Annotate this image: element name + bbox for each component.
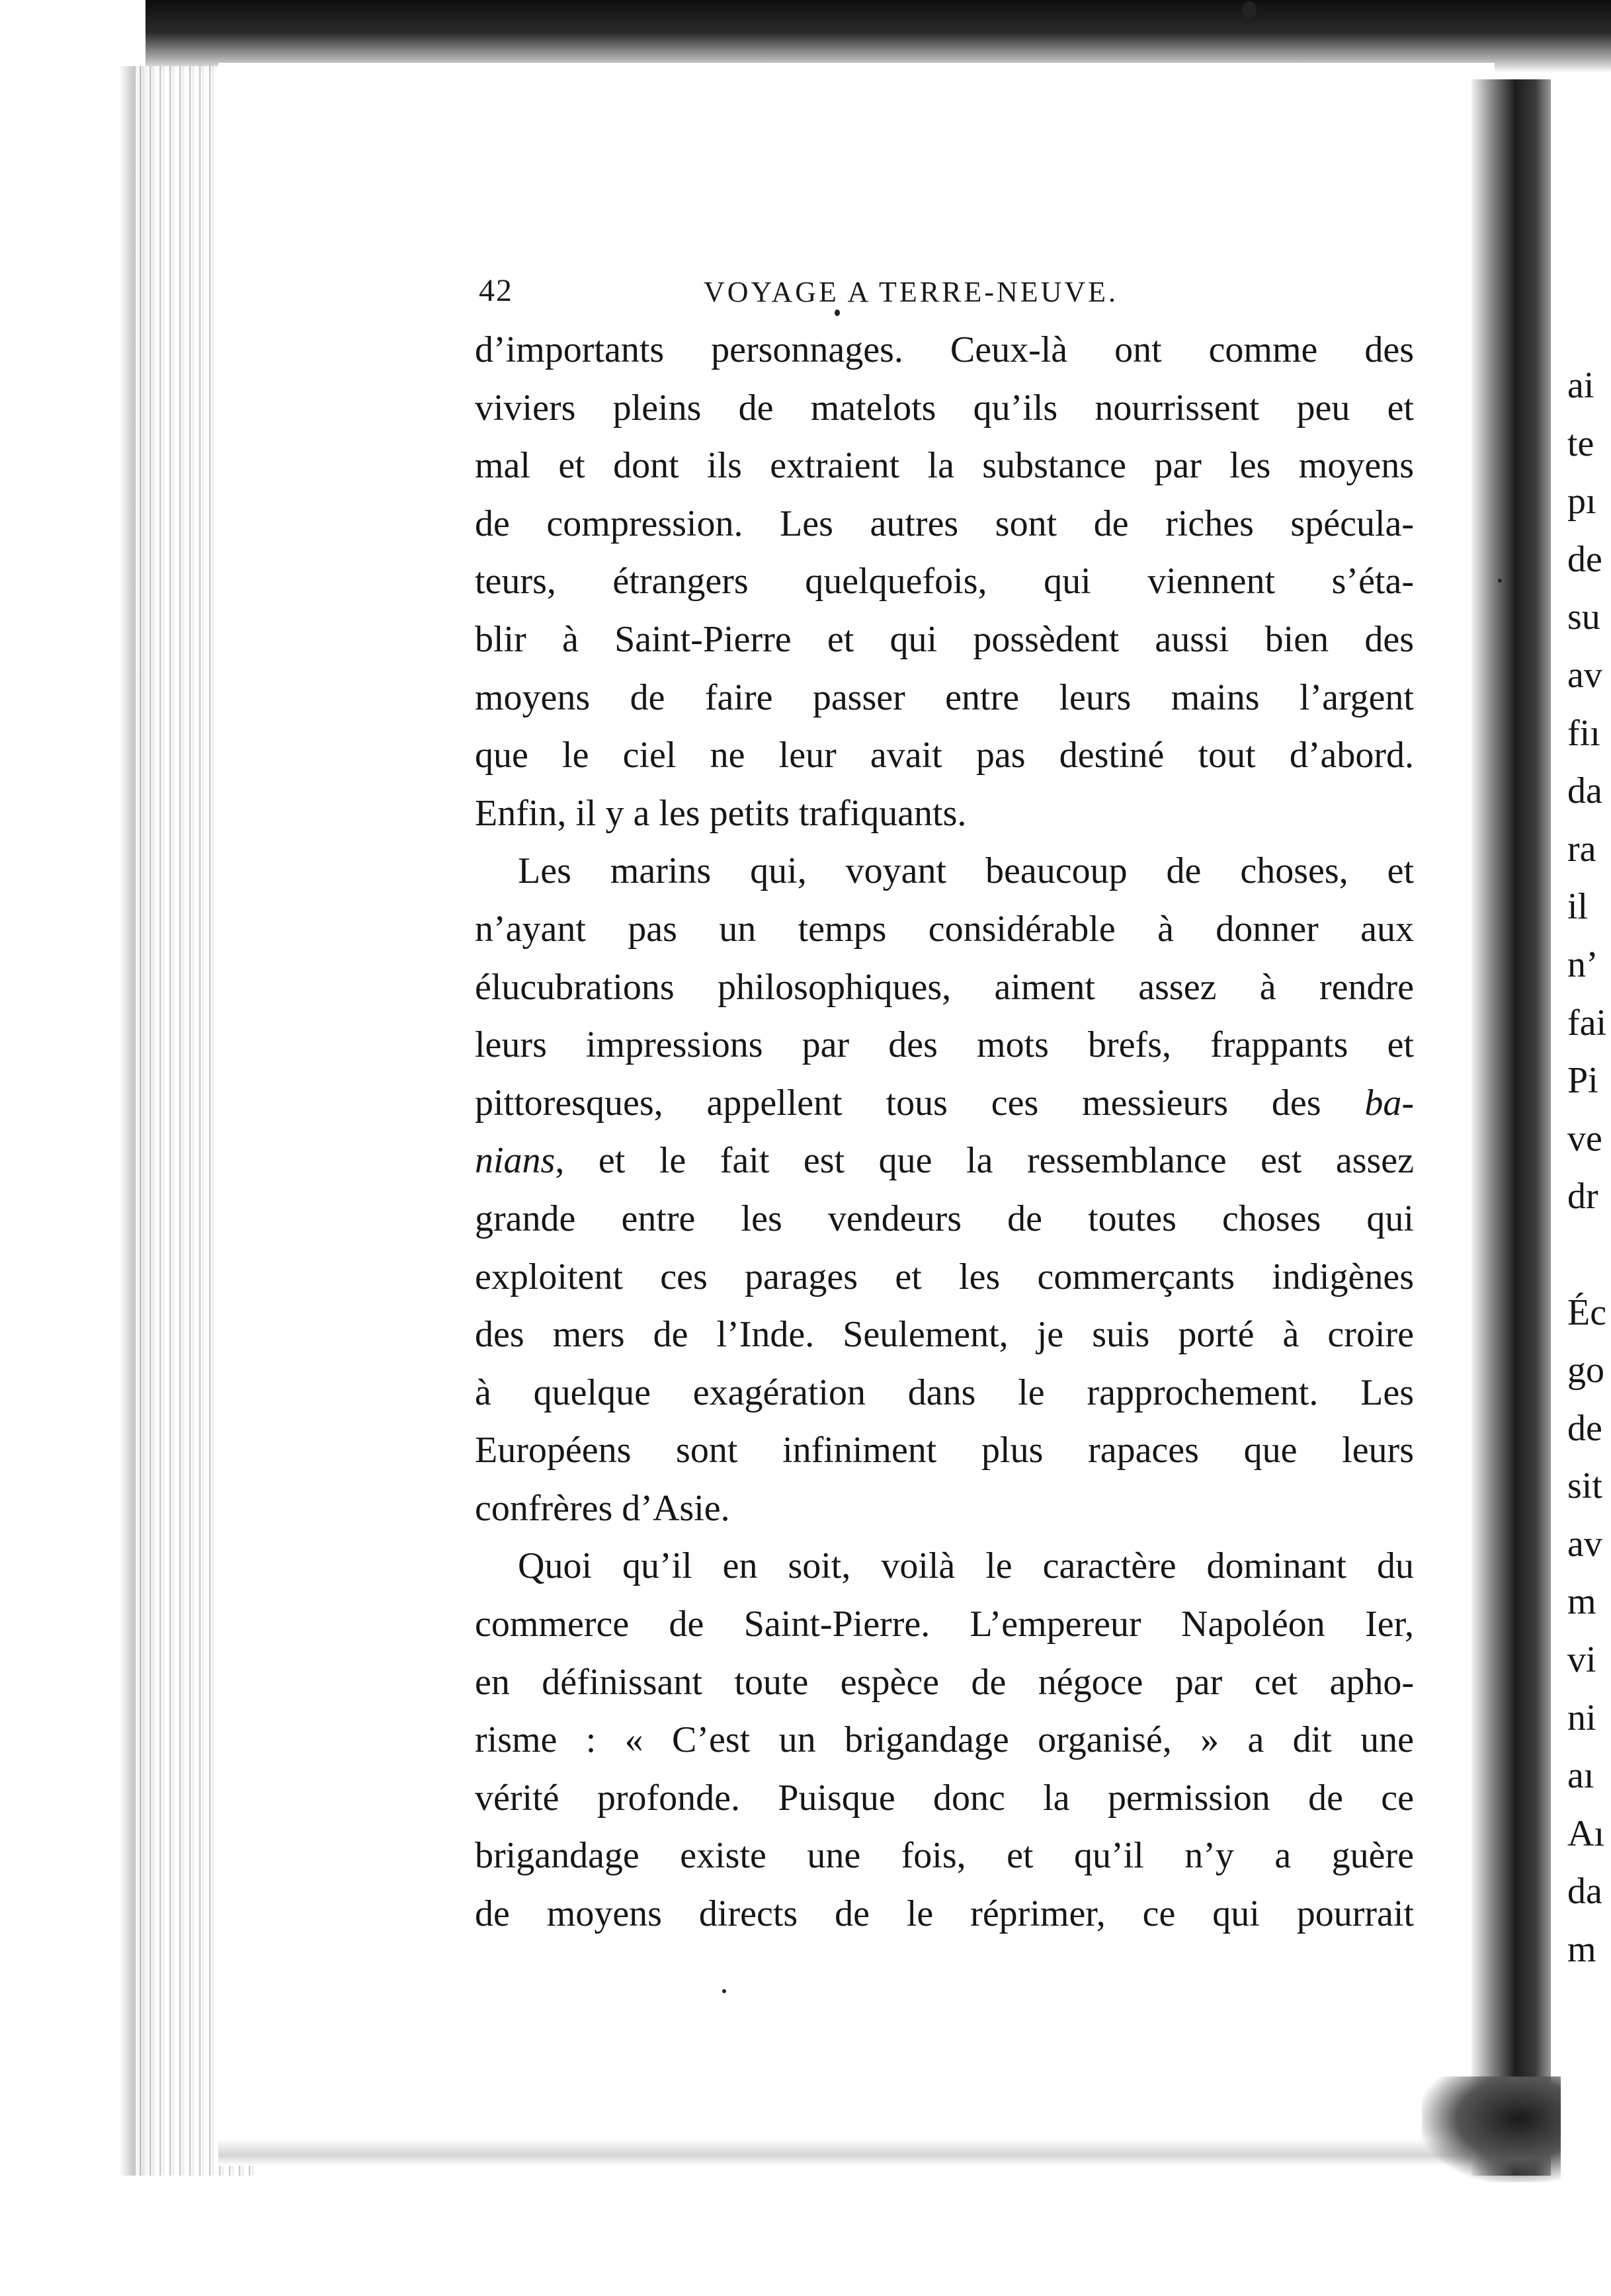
page-number: 42 [479, 273, 513, 308]
facing-page-line: su [1567, 596, 1600, 638]
text-line: teurs, étrangers quelquefois, qui viennent s’éta- [475, 561, 1414, 602]
text-run: pittoresques, appellent tous ces messieurs des [475, 1082, 1365, 1124]
facing-page-line: sit [1567, 1465, 1602, 1507]
facing-page-line: av [1567, 654, 1602, 696]
text-line: grande entre les vendeurs de toutes choses qui [475, 1198, 1414, 1239]
facing-page-line: de [1567, 1407, 1602, 1449]
text-line: vérité profonde. Puisque donc la permission de ce [475, 1777, 1414, 1819]
text-line: élucubrations philosophiques, aiment assez à rendre [475, 966, 1414, 1008]
facing-page-line: m [1567, 1929, 1596, 1971]
paragraph-start-line: Les marins qui, voyant beaucoup de choses, et [518, 850, 1414, 892]
text-line: mal et dont ils extraient la substance par les moyens [475, 445, 1414, 487]
running-head-title: VOYAGE A TERRE-NEUVE. [704, 276, 1119, 308]
facing-page-line: go [1567, 1350, 1604, 1391]
text-run: , et le fait est que la ressemblance est assez [555, 1140, 1414, 1182]
facing-page-line: da [1567, 1871, 1602, 1912]
text-line: commerce de Saint-Pierre. L’empereur Napoléon Ier, [475, 1604, 1414, 1645]
paragraph-end-line: Enfin, il y a les petits trafiquants. [475, 792, 967, 834]
text-line: de moyens directs de le réprimer, ce qui pourrait [475, 1893, 1414, 1935]
facing-page-line: fai [1567, 1002, 1607, 1044]
text-line: viviers pleins de matelots qu’ils nourrissent peu et [475, 387, 1414, 429]
scan-speck [835, 309, 840, 316]
text-line: n’ayant pas un temps considérable à donner aux [475, 908, 1414, 950]
text-line: leurs impressions par des mots brefs, frappants et [475, 1024, 1414, 1066]
text-line-with-italic [475, 1075, 1414, 1133]
running-head [479, 272, 1418, 312]
text-line: Européens sont infiniment plus rapaces que leurs [475, 1430, 1414, 1471]
paragraph-gap [1567, 1226, 1611, 1284]
text-line: d’importants personnages. Ceux-là ont comme des [475, 329, 1414, 370]
paragraph-end-line: confrères d’Asie. [475, 1487, 730, 1529]
facing-page-line: ra [1567, 828, 1596, 870]
facing-page-line: fiı [1567, 712, 1600, 754]
text-line: à quelque exagération dans le rapprochement. Les [475, 1372, 1414, 1413]
scan-speck [1242, 1, 1257, 19]
text-line: exploitent ces parages et les commerçants indigènes [475, 1256, 1414, 1297]
body-text [475, 321, 1414, 1944]
facing-page-line: m [1567, 1581, 1596, 1623]
facing-page-line: aı [1567, 1755, 1594, 1797]
facing-page-line: il [1567, 886, 1589, 928]
gutter-shadow [1422, 2076, 1561, 2182]
paragraph-start-line: Quoi qu’il en soit, voilà le caractère dominant du [518, 1545, 1414, 1587]
facing-page-line: n’ [1567, 944, 1598, 985]
book-gutter [1471, 79, 1551, 2176]
page-bottom-edge [218, 2139, 1475, 2166]
facing-page-line: ai [1567, 365, 1594, 406]
scan-speck [722, 1989, 726, 1993]
facing-page-line: Pi [1567, 1060, 1598, 1102]
italic-word: ba- [1364, 1082, 1414, 1124]
text-line: de compression. Les autres sont de riches spécula- [475, 503, 1414, 544]
text-line: brigandage existe une fois, et qu’il n’y a guère [475, 1835, 1414, 1877]
text-line: moyens de faire passer entre leurs mains l’argent [475, 676, 1414, 718]
text-line: que le ciel ne leur avait pas destiné tout d’abord. [475, 735, 1414, 776]
text-line-with-italic [475, 1132, 1414, 1190]
facing-page-line: pı [1567, 481, 1596, 522]
facing-page-line: ni [1567, 1697, 1596, 1739]
text-line: risme : « C’est un brigandage organisé, » a dit une [475, 1719, 1414, 1761]
facing-page-line: vi [1567, 1639, 1596, 1681]
facing-page-line: te [1567, 423, 1594, 464]
facing-page-line: Éc [1567, 1292, 1607, 1333]
facing-page-line: ve [1567, 1118, 1602, 1159]
facing-page-line: av [1567, 1523, 1602, 1565]
text-line: blir à Saint-Pierre et qui possèdent aussi bien des [475, 618, 1414, 660]
text-line: des mers de l’Inde. Seulement, je suis porté à croire [475, 1314, 1414, 1356]
binding-shadow [145, 0, 1611, 73]
facing-page-line: dr [1567, 1176, 1598, 1217]
facing-page-line: da [1567, 770, 1602, 812]
facing-page-line: de [1567, 538, 1602, 580]
scan-speck [1498, 579, 1502, 583]
italic-word: nians [475, 1140, 556, 1182]
facing-page-fragment [1567, 357, 1611, 1979]
facing-page-line: Aı [1567, 1813, 1604, 1854]
text-line: en définissant toute espèce de négoce par cet apho- [475, 1661, 1414, 1703]
